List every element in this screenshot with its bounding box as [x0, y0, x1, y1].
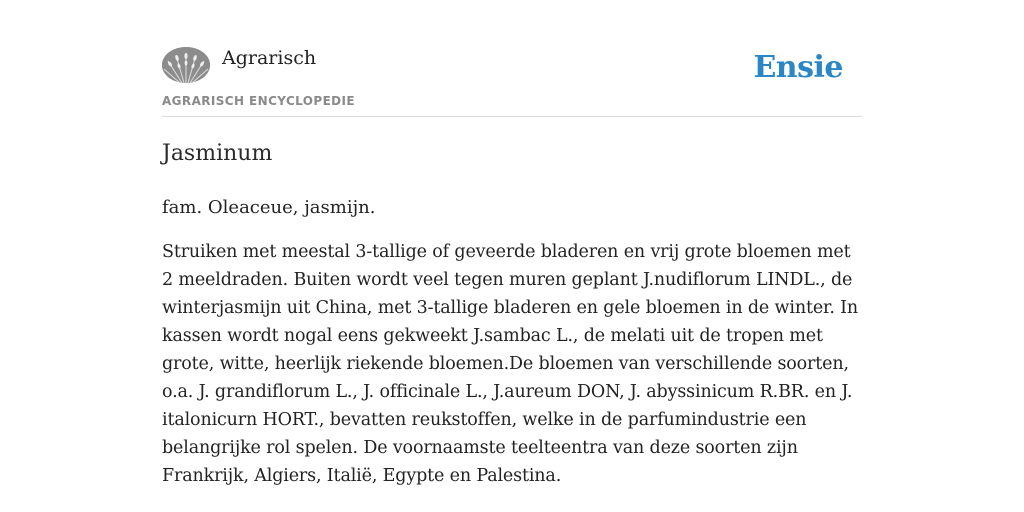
wheat-ears-icon[interactable] [162, 47, 210, 83]
article-lead: fam. Oleaceue, jasmijn. [162, 197, 376, 218]
site-subtitle[interactable]: AGRARISCH ENCYCLOPEDIE [162, 94, 355, 108]
brand-logo[interactable]: Ensie [753, 50, 843, 85]
page-title: Jasminum [162, 141, 273, 166]
site-name[interactable]: Agrarisch [222, 47, 317, 69]
site-header [162, 0, 862, 117]
article [162, 136, 862, 490]
article-body: Struiken met meestal 3-tallige of geveerde bladeren en vrij grote bloemen met 2 meeldraden. Buiten wordt veel tegen muren geplant J.nudiflorum LINDL., de winterjasmijn uit China, met 3-tallige bladeren en gele bloemen in de winter. In kassen wordt nogal eens gekweekt J.sambac L., de melati uit de tropen met grote, witte, heerlijk riekende bloemen.De bloemen van verschillende soorten, o.a. J. grandiflorum L., J. officinale L., J.aureum DON, J. abyssinicum R.BR. en J. italonicurn HORT., bevatten reukstoffen, welke in de parfumindustrie een belangrijke rol spelen. De voornaamste teelteentra van deze soorten zijn Frankrijk, Algiers, Italië, Egypte en Palestina. [162, 242, 859, 486]
